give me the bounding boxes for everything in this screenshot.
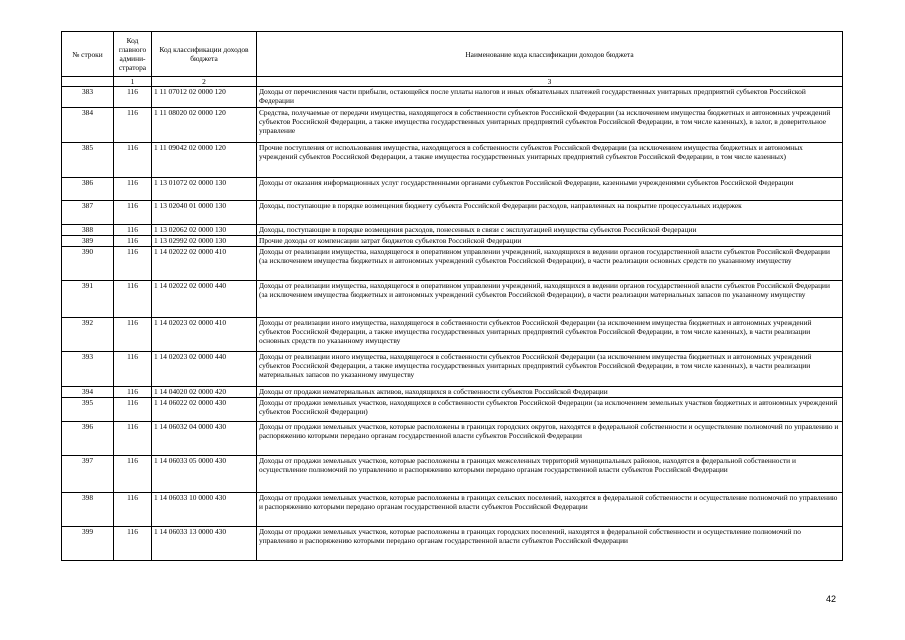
classification-code: 1 14 02023 02 0000 440 [152,352,257,387]
column-index: 3 [257,77,843,87]
header-classification-code: Код классификации доходов бюджета [152,32,257,77]
table-row [62,493,843,527]
row-number: 387 [62,201,114,225]
admin-code: 116 [114,108,152,143]
classification-code: 1 13 01072 02 0000 130 [152,178,257,201]
admin-code: 116 [114,201,152,225]
classification-name: Доходы, поступающие в порядке возмещения бюджету субъекта Российской Федерации расходов, направленных на покрытие процессуальных издержек [257,201,843,225]
classification-name: Доходы от продажи земельных участков, находящихся в собственности субъектов Российской Федерации (за исключением земельных участков бюджетных и автономных учреждений субъектов Российской Федерации) [257,398,843,422]
classification-name: Доходы от продажи земельных участков, которые расположены в границах городских поселений, находятся в федеральной собственности и осуществление полномочий по управлению и распоряжению которыми передано органам государственной власти субъектов Российской Федерации [257,527,843,561]
admin-code: 116 [114,225,152,236]
admin-code: 116 [114,87,152,108]
classification-name: Доходы от оказания информационных услуг государственными органами субъектов Российской Федерации, казенными учреждениями субъектов Российской Федерации [257,178,843,201]
classification-name: Прочие доходы от компенсации затрат бюджетов субъектов Российской Федерации [257,236,843,247]
row-number: 390 [62,247,114,281]
classification-code: 1 11 09042 02 0000 120 [152,143,257,178]
classification-code: 1 14 06022 02 0000 430 [152,398,257,422]
table-row [62,236,843,247]
classification-name: Доходы от перечисления части прибыли, остающейся после уплаты налогов и иных обязательных платежей государственных унитарных предприятий субъектов Российской Федерации [257,87,843,108]
admin-code: 116 [114,387,152,398]
row-number: 395 [62,398,114,422]
classification-name: Доходы от реализации иного имущества, находящегося в собственности субъектов Российской Федерации (за исключением имущества бюджетных и автономных учреждений субъектов Российской Федерации, а также имущества государственных унитарных предприятий субъектов Российской Федерации, в том числе казенных), в части реализации основных средств по указанному имуществу [257,318,843,352]
column-index: 1 [114,77,152,87]
table-row [62,318,843,352]
classification-code: 1 13 02992 02 0000 130 [152,236,257,247]
row-number: 388 [62,225,114,236]
classification-name: Доходы от продажи земельных участков, которые расположены в границах городских округов, находятся в федеральной собственности и осуществление полномочий по управлению и распоряжению которыми передано органам государственной власти субъектов Российской Федерации [257,422,843,456]
row-number: 385 [62,143,114,178]
classification-name: Прочие поступления от использования имущества, находящегося в собственности субъектов Российской Федерации (за исключением имущества бюджетных и автономных учреждений субъектов Российской Федерации, а также имущества государственных унитарных предприятий субъектов Российской Федерации, в том числе казенных) [257,143,843,178]
classification-name: Доходы, поступающие в порядке возмещения расходов, понесенных в связи с эксплуатацией имущества субъектов Российской Федерации [257,225,843,236]
classification-name: Средства, получаемые от передачи имущества, находящегося в собственности субъектов Российской Федерации (за исключением имущества бюджетных и автономных учреждений субъектов Российской Федерации, а также имущества государственных унитарных предприятий субъектов Российской Федерации, в том числе казенных), в залог, в доверительное управление [257,108,843,143]
classification-name: Доходы от продажи земельных участков, которые расположены в границах межселенных территорий муниципальных районов, находятся в федеральной собственности и осуществление полномочий по управлению и распоряжению которыми передано органам государственной власти субъектов Российской Федерации [257,456,843,493]
row-number: 392 [62,318,114,352]
row-number: 398 [62,493,114,527]
page-number: 42 [826,594,837,604]
classification-name: Доходы от продажи земельных участков, которые расположены в границах сельских поселений, находятся в федеральной собственности и осуществление полномочий по управлению и распоряжению которыми передано органам государственной власти субъектов Российской Федерации [257,493,843,527]
admin-code: 116 [114,143,152,178]
classification-name: Доходы от реализации имущества, находящегося в оперативном управлении учреждений, находящихся в ведении органов государственной власти субъектов Российской Федерации (за исключением имущества бюджетных и автономных учреждений субъектов Российской Федерации), в части реализации материальных запасов по указанному имуществу [257,281,843,318]
admin-code: 116 [114,398,152,422]
admin-code: 116 [114,352,152,387]
classification-code: 1 13 02040 01 0000 130 [152,201,257,225]
column-index: 2 [152,77,257,87]
classification-code: 1 14 02022 02 0000 440 [152,281,257,318]
admin-code: 116 [114,527,152,561]
admin-code: 116 [114,178,152,201]
header-admin-code: Код главного админи-стратора [114,32,152,77]
row-number: 389 [62,236,114,247]
row-number: 383 [62,87,114,108]
classification-code: 1 14 06033 10 0000 430 [152,493,257,527]
classification-code: 1 14 04020 02 0000 420 [152,387,257,398]
classification-code: 1 14 02023 02 0000 410 [152,318,257,352]
table-row [62,178,843,201]
table-row [62,422,843,456]
row-number: 393 [62,352,114,387]
table-row [62,201,843,225]
column-index [62,77,114,87]
classification-name: Доходы от реализации имущества, находящегося в оперативном управлении учреждений, находящихся в ведении органов государственной власти субъектов Российской Федерации (за исключением имущества бюджетных и автономных учреждений субъектов Российской Федерации), в части реализации основных средств по указанному имуществу [257,247,843,281]
classification-code: 1 13 02062 02 0000 130 [152,225,257,236]
admin-code: 116 [114,456,152,493]
row-number: 399 [62,527,114,561]
revenue-classification-table [61,31,843,561]
table-row [62,247,843,281]
classification-code: 1 14 06032 04 0000 430 [152,422,257,456]
column-index-row [62,77,843,87]
table-row [62,281,843,318]
table-row [62,387,843,398]
table-row [62,225,843,236]
admin-code: 116 [114,422,152,456]
row-number: 396 [62,422,114,456]
admin-code: 116 [114,318,152,352]
header-row-number: № строки [62,32,114,77]
classification-code: 1 11 08020 02 0000 120 [152,108,257,143]
row-number: 394 [62,387,114,398]
table-row [62,456,843,493]
table-row [62,87,843,108]
table-row [62,527,843,561]
admin-code: 116 [114,247,152,281]
table-row [62,398,843,422]
classification-name: Доходы от продажи нематериальных активов, находящихся в собственности субъектов Российской Федерации [257,387,843,398]
row-number: 397 [62,456,114,493]
classification-code: 1 11 07012 02 0000 120 [152,87,257,108]
classification-code: 1 14 06033 13 0000 430 [152,527,257,561]
header-classification-name: Наименование кода классификации доходов бюджета [257,32,843,77]
admin-code: 116 [114,493,152,527]
table-row [62,108,843,143]
classification-code: 1 14 06033 05 0000 430 [152,456,257,493]
row-number: 384 [62,108,114,143]
table-row [62,143,843,178]
admin-code: 116 [114,236,152,247]
table-row [62,352,843,387]
row-number: 391 [62,281,114,318]
classification-code: 1 14 02022 02 0000 410 [152,247,257,281]
classification-name: Доходы от реализации иного имущества, находящегося в собственности субъектов Российской Федерации (за исключением имущества бюджетных и автономных учреждений субъектов Российской Федерации, а также имущества государственных унитарных предприятий субъектов Российской Федерации, в том числе казенных), в части реализации материальных запасов по указанному имуществу [257,352,843,387]
row-number: 386 [62,178,114,201]
admin-code: 116 [114,281,152,318]
